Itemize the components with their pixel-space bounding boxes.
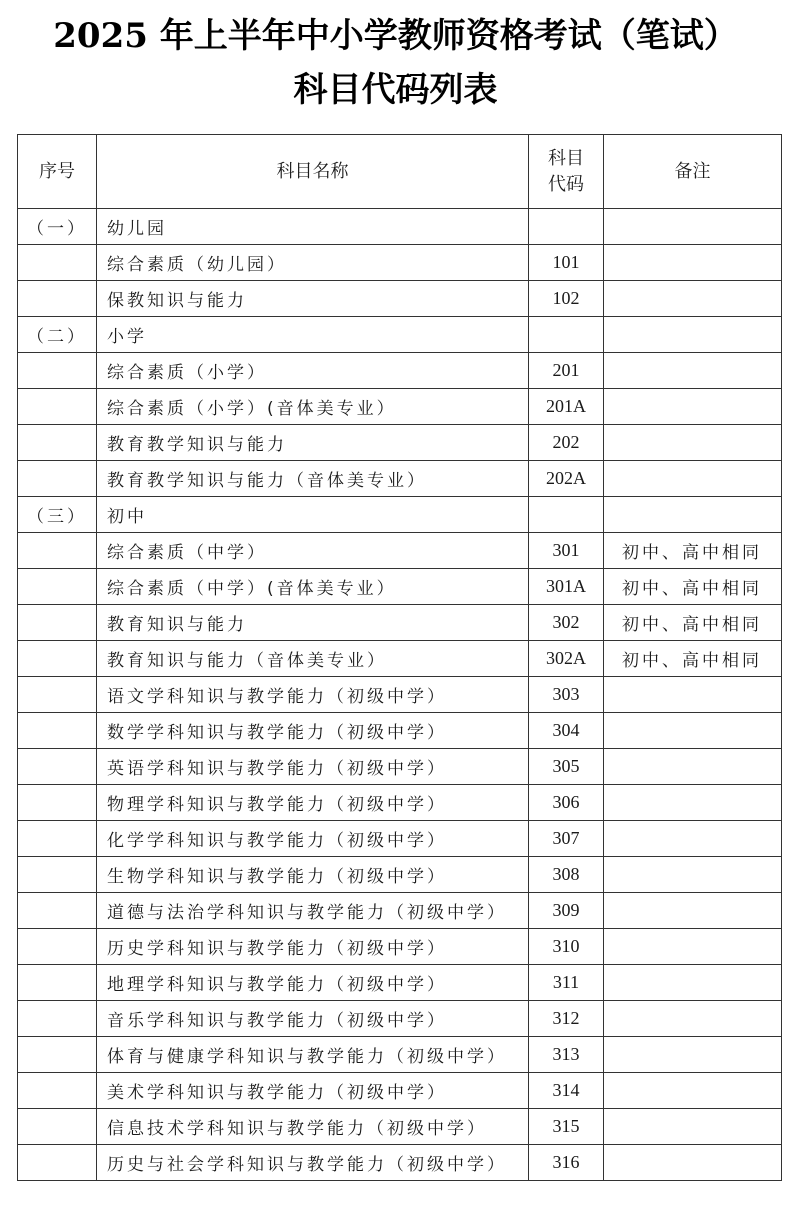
- cell-seq: [18, 569, 97, 605]
- cell-note: 初中、高中相同: [604, 533, 782, 569]
- cell-subject-code: 305: [529, 749, 604, 785]
- table-row: [18, 677, 782, 713]
- cell-subject-name: 数学学科知识与教学能力（初级中学）: [97, 713, 529, 749]
- cell-subject-name: 历史学科知识与教学能力（初级中学）: [97, 929, 529, 965]
- header-note: 备注: [604, 135, 782, 209]
- cell-subject-name: 综合素质（小学）: [97, 353, 529, 389]
- cell-seq: [18, 893, 97, 929]
- cell-note: [604, 713, 782, 749]
- cell-note: [604, 353, 782, 389]
- cell-subject-code: 201A: [529, 389, 604, 425]
- table-row: [18, 1073, 782, 1109]
- header-subject-name: 科目名称: [97, 135, 529, 209]
- cell-subject-code: 302: [529, 605, 604, 641]
- cell-seq: [18, 1073, 97, 1109]
- cell-seq: （三）: [18, 497, 97, 533]
- cell-subject-code: 307: [529, 821, 604, 857]
- table-row: [18, 1109, 782, 1145]
- cell-note: [604, 1001, 782, 1037]
- cell-seq: [18, 281, 97, 317]
- cell-seq: [18, 785, 97, 821]
- cell-subject-name: 教育教学知识与能力: [97, 425, 529, 461]
- table-header-row: [18, 135, 782, 209]
- cell-note: 初中、高中相同: [604, 569, 782, 605]
- cell-note: [604, 209, 782, 245]
- cell-note: 初中、高中相同: [604, 641, 782, 677]
- cell-subject-name: 音乐学科知识与教学能力（初级中学）: [97, 1001, 529, 1037]
- table-row: [18, 281, 782, 317]
- cell-subject-name: 综合素质（中学）(音体美专业）: [97, 569, 529, 605]
- cell-note: [604, 245, 782, 281]
- cell-note: [604, 1073, 782, 1109]
- cell-note: [604, 965, 782, 1001]
- cell-subject-name: 体育与健康学科知识与教学能力（初级中学）: [97, 1037, 529, 1073]
- table-row: [18, 857, 782, 893]
- cell-note: 初中、高中相同: [604, 605, 782, 641]
- table-row: [18, 245, 782, 281]
- cell-subject-name: 美术学科知识与教学能力（初级中学）: [97, 1073, 529, 1109]
- table-row: [18, 641, 782, 677]
- cell-subject-code: 102: [529, 281, 604, 317]
- cell-subject-code: 311: [529, 965, 604, 1001]
- table-row: [18, 533, 782, 569]
- table-row: [18, 353, 782, 389]
- header-subject-code-line-1: 科目: [548, 147, 584, 169]
- cell-subject-code: [529, 317, 604, 353]
- cell-subject-name: 英语学科知识与教学能力（初级中学）: [97, 749, 529, 785]
- cell-note: [604, 389, 782, 425]
- cell-note: [604, 1145, 782, 1181]
- cell-note: [604, 461, 782, 497]
- table-row: [18, 461, 782, 497]
- cell-subject-name: 历史与社会学科知识与教学能力（初级中学）: [97, 1145, 529, 1181]
- cell-note: [604, 1037, 782, 1073]
- cell-subject-code: 316: [529, 1145, 604, 1181]
- table-section-row: [18, 497, 782, 533]
- cell-note: [604, 893, 782, 929]
- cell-subject-code: 306: [529, 785, 604, 821]
- cell-note: [604, 929, 782, 965]
- table-row: [18, 821, 782, 857]
- cell-note: [604, 677, 782, 713]
- cell-seq: [18, 461, 97, 497]
- cell-seq: [18, 965, 97, 1001]
- cell-subject-code: 310: [529, 929, 604, 965]
- header-seq: 序号: [18, 135, 97, 209]
- cell-seq: [18, 425, 97, 461]
- table-row: [18, 605, 782, 641]
- cell-subject-code: [529, 209, 604, 245]
- cell-seq: [18, 677, 97, 713]
- cell-seq: [18, 713, 97, 749]
- cell-subject-name: 化学学科知识与教学能力（初级中学）: [97, 821, 529, 857]
- cell-subject-name: 综合素质（幼儿园）: [97, 245, 529, 281]
- cell-subject-name: 教育知识与能力（音体美专业）: [97, 641, 529, 677]
- cell-seq: [18, 605, 97, 641]
- cell-subject-code: 302A: [529, 641, 604, 677]
- table-row: [18, 929, 782, 965]
- cell-note: [604, 821, 782, 857]
- cell-note: [604, 497, 782, 533]
- cell-subject-name: 地理学科知识与教学能力（初级中学）: [97, 965, 529, 1001]
- cell-seq: [18, 929, 97, 965]
- table-body: [18, 209, 782, 1181]
- cell-subject-code: 202A: [529, 461, 604, 497]
- cell-subject-name: 教育知识与能力: [97, 605, 529, 641]
- cell-subject-name: 道德与法治学科知识与教学能力（初级中学）: [97, 893, 529, 929]
- cell-note: [604, 425, 782, 461]
- table-row: [18, 1001, 782, 1037]
- cell-subject-code: [529, 497, 604, 533]
- cell-note: [604, 281, 782, 317]
- cell-seq: [18, 1145, 97, 1181]
- cell-subject-code: 304: [529, 713, 604, 749]
- cell-seq: [18, 389, 97, 425]
- cell-subject-code: 202: [529, 425, 604, 461]
- header-subject-code: [529, 135, 604, 209]
- cell-subject-code: 201: [529, 353, 604, 389]
- cell-seq: [18, 1001, 97, 1037]
- cell-subject-code: 312: [529, 1001, 604, 1037]
- cell-note: [604, 749, 782, 785]
- cell-seq: [18, 641, 97, 677]
- header-subject-code-line-2: 代码: [548, 173, 584, 195]
- table-row: [18, 569, 782, 605]
- cell-note: [604, 785, 782, 821]
- cell-note: [604, 1109, 782, 1145]
- cell-seq: [18, 857, 97, 893]
- cell-seq: [18, 353, 97, 389]
- table-row: [18, 785, 782, 821]
- cell-subject-code: 308: [529, 857, 604, 893]
- cell-subject-name: 保教知识与能力: [97, 281, 529, 317]
- subject-code-table: [17, 134, 782, 1181]
- cell-subject-code: 314: [529, 1073, 604, 1109]
- cell-subject-name: 信息技术学科知识与教学能力（初级中学）: [97, 1109, 529, 1145]
- cell-subject-code: 315: [529, 1109, 604, 1145]
- cell-seq: （二）: [18, 317, 97, 353]
- cell-subject-name: 生物学科知识与教学能力（初级中学）: [97, 857, 529, 893]
- table-row: [18, 965, 782, 1001]
- cell-seq: [18, 749, 97, 785]
- cell-subject-name: 教育教学知识与能力（音体美专业）: [97, 461, 529, 497]
- cell-subject-name: 综合素质（小学）(音体美专业）: [97, 389, 529, 425]
- cell-subject-name: 幼儿园: [97, 209, 529, 245]
- table-section-row: [18, 317, 782, 353]
- table-row: [18, 713, 782, 749]
- cell-subject-code: 301: [529, 533, 604, 569]
- cell-note: [604, 317, 782, 353]
- cell-subject-code: 313: [529, 1037, 604, 1073]
- table-row: [18, 893, 782, 929]
- table-row: [18, 389, 782, 425]
- cell-subject-name: 小学: [97, 317, 529, 353]
- cell-subject-code: 101: [529, 245, 604, 281]
- cell-subject-name: 物理学科知识与教学能力（初级中学）: [97, 785, 529, 821]
- cell-subject-code: 309: [529, 893, 604, 929]
- table-row: [18, 749, 782, 785]
- cell-seq: [18, 245, 97, 281]
- cell-seq: [18, 533, 97, 569]
- cell-seq: [18, 821, 97, 857]
- cell-subject-code: 303: [529, 677, 604, 713]
- table-row: [18, 1145, 782, 1181]
- table-row: [18, 425, 782, 461]
- document-title-line-2: 科目代码列表: [293, 70, 498, 110]
- cell-seq: （一）: [18, 209, 97, 245]
- cell-seq: [18, 1109, 97, 1145]
- document-title-line-1: 2025 年上半年中小学教师资格考试（笔试）: [53, 16, 738, 56]
- table-section-row: [18, 209, 782, 245]
- cell-subject-code: 301A: [529, 569, 604, 605]
- cell-seq: [18, 1037, 97, 1073]
- cell-subject-name: 语文学科知识与教学能力（初级中学）: [97, 677, 529, 713]
- cell-subject-name: 综合素质（中学）: [97, 533, 529, 569]
- cell-note: [604, 857, 782, 893]
- cell-subject-name: 初中: [97, 497, 529, 533]
- table-row: [18, 1037, 782, 1073]
